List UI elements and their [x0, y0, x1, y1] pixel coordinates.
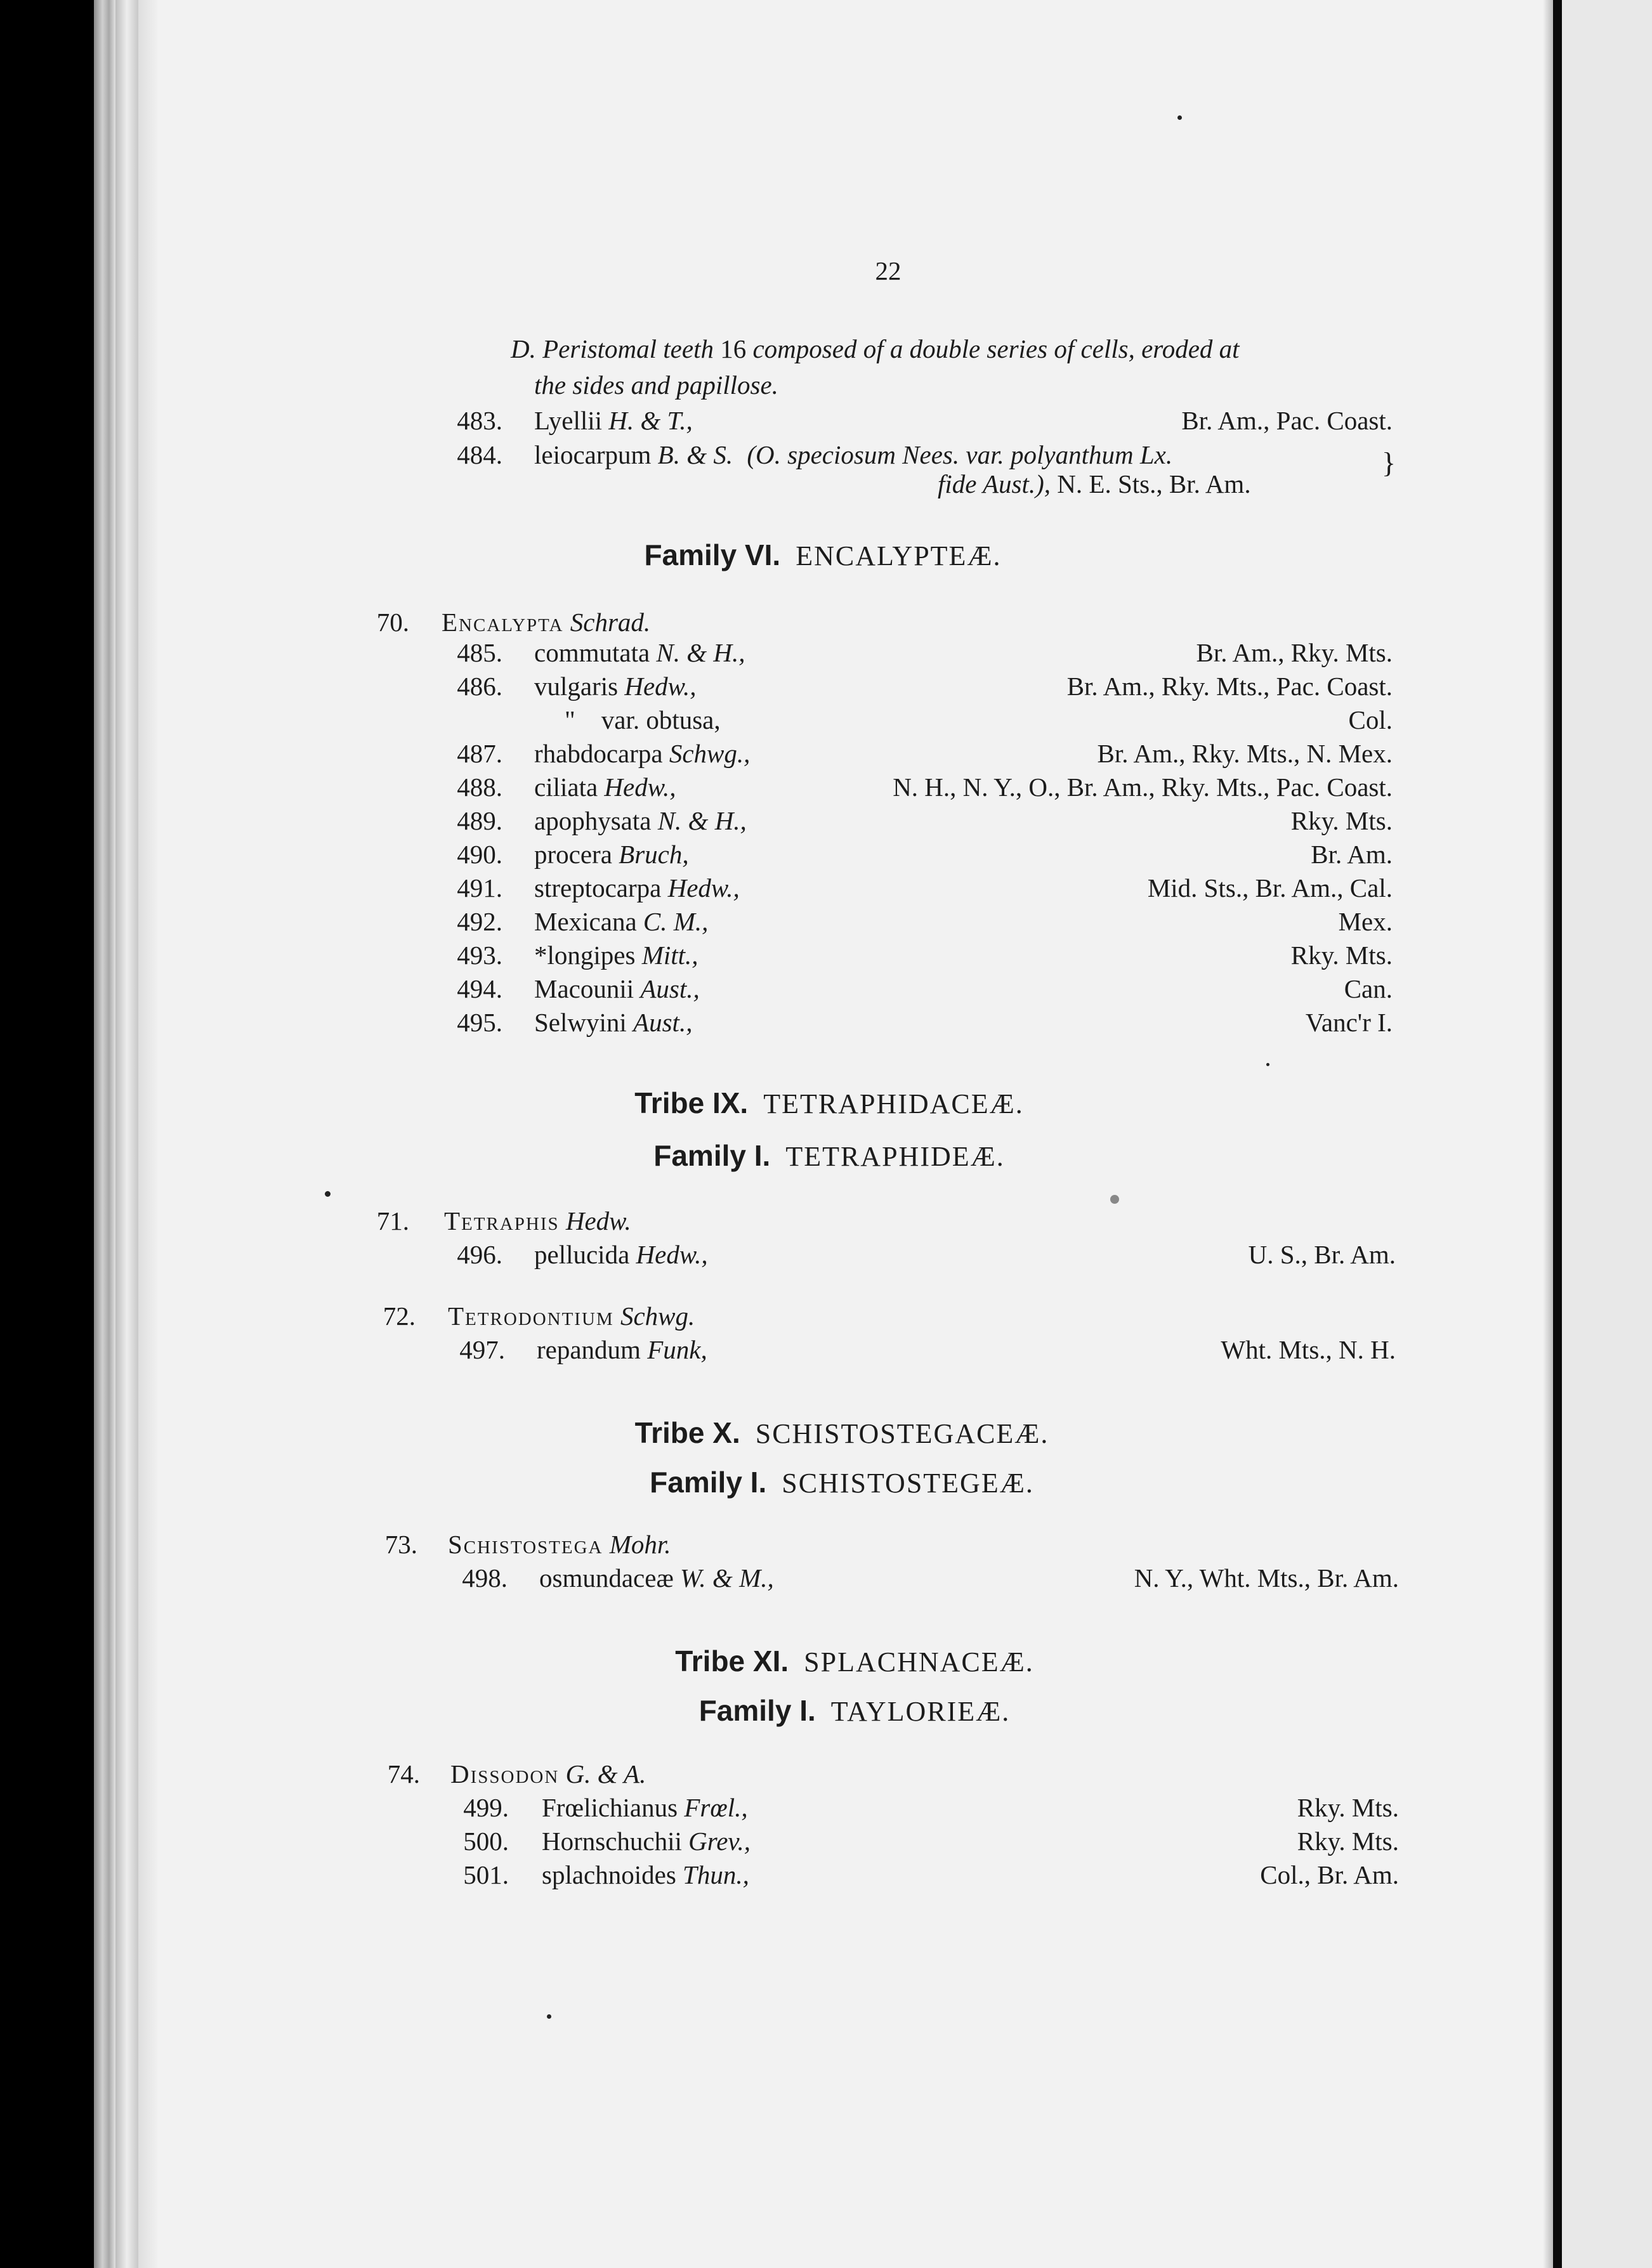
- species-name: procera Bruch,: [534, 840, 689, 869]
- species-distribution: U. S., Br. Am.: [1248, 1240, 1396, 1269]
- species-name: rhabdocarpa Schwg.,: [534, 739, 751, 768]
- species-number: 495.: [457, 1008, 502, 1037]
- species-distribution: Br. Am.: [1311, 840, 1393, 869]
- species-number: 501.: [463, 1860, 509, 1889]
- species-name: ciliata Hedw.,: [534, 772, 676, 802]
- section-d-line2: the sides and papillose.: [534, 370, 778, 400]
- species-distribution: Rky. Mts.: [1290, 941, 1393, 970]
- scan-speck: [1110, 1195, 1119, 1204]
- genus-number: 74.: [387, 1759, 420, 1789]
- tribe-heading: Tribe X. SCHISTOSTEGACEÆ.: [634, 1416, 1049, 1449]
- species-distribution: Rky. Mts.: [1290, 806, 1393, 835]
- species-number: 489.: [457, 806, 502, 835]
- species-synonym-cont: fide Aust.), N. E. Sts., Br. Am.: [938, 469, 1251, 499]
- species-number: 488.: [457, 772, 502, 802]
- scan-speck: [325, 1191, 331, 1197]
- family-heading: Family I. TAYLORIEÆ.: [698, 1694, 1011, 1727]
- species-name: Mexicana C. M.,: [534, 907, 709, 936]
- species-name: Hornschuchii Grev.,: [542, 1827, 751, 1856]
- tribe-heading: Tribe IX. TETRAPHIDACEÆ.: [634, 1086, 1024, 1119]
- tribe-heading: Tribe XI. SPLACHNACEÆ.: [675, 1645, 1034, 1678]
- species-name: leiocarpum B. & S. (O. speciosum Nees. var. polyanthum Lx.: [534, 440, 1173, 469]
- species-number: 499.: [463, 1793, 509, 1822]
- species-distribution: Rky. Mts.: [1297, 1793, 1399, 1822]
- family-heading: Family I. TETRAPHIDEÆ.: [653, 1139, 1005, 1172]
- genus-name: Encalypta Schrad.: [442, 608, 651, 637]
- species-distribution: Rky. Mts.: [1297, 1827, 1399, 1856]
- next-page-edge: [1562, 0, 1652, 2268]
- species-name: Frœlichianus Frœl.,: [542, 1793, 748, 1822]
- species-name: Macounii Aust.,: [534, 974, 700, 1003]
- species-number: 498.: [462, 1563, 508, 1593]
- species-distribution: Br. Am., Rky. Mts., Pac. Coast.: [1066, 672, 1393, 701]
- species-distribution: Col., Br. Am.: [1260, 1860, 1399, 1889]
- species-number: 487.: [457, 739, 502, 768]
- species-number: 492.: [457, 907, 502, 936]
- page-edge: [94, 0, 115, 2268]
- species-distribution: Br. Am., Pac. Coast.: [1181, 406, 1393, 435]
- species-name: osmundaceæ W. & M.,: [539, 1563, 774, 1593]
- species-distribution: Mid. Sts., Br. Am., Cal.: [1147, 873, 1393, 903]
- genus-number: 70.: [376, 608, 409, 637]
- species-distribution: Vanc'r I.: [1305, 1008, 1393, 1037]
- species-number: 483.: [457, 406, 502, 435]
- species-number: 486.: [457, 672, 502, 701]
- species-distribution: Br. Am., Rky. Mts., N. Mex.: [1097, 739, 1393, 768]
- species-number: 491.: [457, 873, 502, 903]
- scan-speck: [547, 2014, 551, 2019]
- species-name: apophysata N. & H.,: [534, 806, 747, 835]
- genus-number: 72.: [383, 1301, 416, 1331]
- scan-speck: [1177, 115, 1182, 120]
- species-distribution: N. Y., Wht. Mts., Br. Am.: [1134, 1563, 1399, 1593]
- brace-glyph: }: [1382, 446, 1396, 479]
- family-heading: Family I. SCHISTOSTEGEÆ.: [650, 1466, 1034, 1499]
- species-name: *longipes Mitt.,: [534, 941, 698, 970]
- species-name: splachnoides Thun.,: [542, 1860, 749, 1889]
- page-shadow: [1543, 0, 1553, 2268]
- genus-number: 73.: [384, 1530, 417, 1559]
- species-number: 494.: [457, 974, 502, 1003]
- page-edge: [115, 0, 138, 2268]
- family-heading: Family VI. ENCALYPTEÆ.: [644, 538, 1002, 571]
- species-number: 485.: [457, 638, 502, 667]
- genus-name: Dissodon G. & A.: [450, 1759, 646, 1789]
- species-distribution: Wht. Mts., N. H.: [1221, 1335, 1396, 1364]
- species-distribution: Br. Am., Rky. Mts.: [1196, 638, 1393, 667]
- species-distribution: Mex.: [1338, 907, 1393, 936]
- species-number: 484.: [457, 440, 502, 469]
- species-name: commutata N. & H.,: [534, 638, 745, 667]
- species-variety: " var. obtusa,: [565, 705, 721, 734]
- species-distribution: Col.: [1348, 705, 1393, 734]
- species-number: 493.: [457, 941, 502, 970]
- species-distribution: Can.: [1344, 974, 1393, 1003]
- species-number: 490.: [457, 840, 502, 869]
- page-edge: [138, 0, 157, 2268]
- species-number: 500.: [463, 1827, 509, 1856]
- genus-number: 71.: [376, 1206, 409, 1235]
- genus-name: Tetraphis Hedw.: [444, 1206, 631, 1235]
- species-name: streptocarpa Hedw.,: [534, 873, 740, 903]
- genus-name: Schistostega Mohr.: [448, 1530, 671, 1559]
- species-number: 497.: [459, 1335, 505, 1364]
- species-name: Lyellii H. & T.,: [534, 406, 693, 435]
- section-d-line1: D. Peristomal teeth 16 composed of a double series of cells, eroded at: [511, 334, 1240, 363]
- book-gutter: [1553, 0, 1562, 2268]
- genus-name: Tetrodontium Schwg.: [448, 1301, 695, 1331]
- species-name: Selwyini Aust.,: [534, 1008, 693, 1037]
- species-name: pellucida Hedw.,: [534, 1240, 708, 1269]
- scan-speck: [1266, 1063, 1269, 1066]
- species-name: vulgaris Hedw.,: [534, 672, 697, 701]
- species-distribution: N. H., N. Y., O., Br. Am., Rky. Mts., Pac. Coast.: [893, 772, 1393, 802]
- species-number: 496.: [457, 1240, 502, 1269]
- species-name: repandum Funk,: [537, 1335, 707, 1364]
- page-number: 22: [875, 256, 901, 285]
